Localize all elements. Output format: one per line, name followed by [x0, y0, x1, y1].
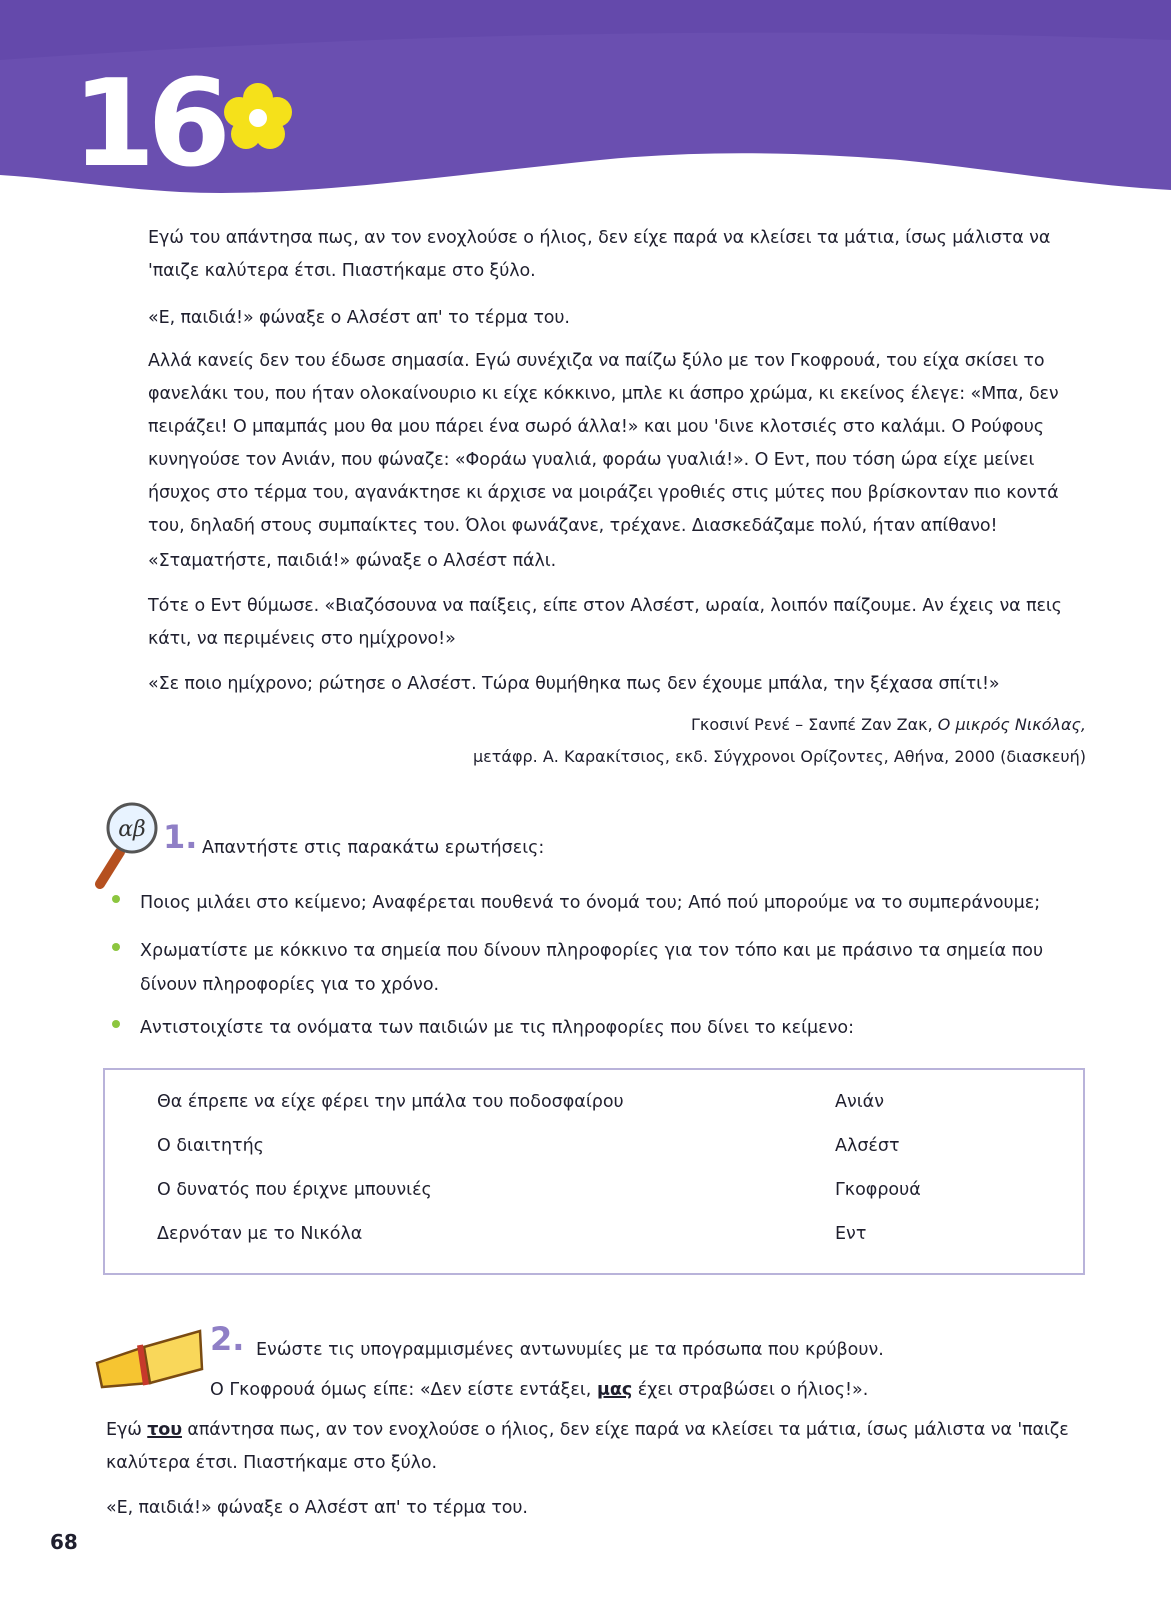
story-paragraph-1: Εγώ του απάντησα πως, αν τον ενοχλούσε ο ήλιος, δεν είχε παρά να κλείσει τα μάτια, ίσως μάλιστα να 'παιζε καλύτερα έτσι. Πιαστήκαμε στο ξύλο.	[148, 228, 1051, 281]
match-left-item[interactable]: Ο δυνατός που έριχνε μπουνιές	[157, 1180, 432, 1200]
exercise-1-number: 1.	[163, 818, 198, 856]
exercise-1-bullet-3: Αντιστοιχίστε τα ονόματα των παιδιών με τις πληροφορίες που δίνει το κείμενο:	[140, 1018, 854, 1038]
exercise-2-line-2: Εγώ του απάντησα πως, αν τον ενοχλούσε ο ήλιος, δεν είχε παρά να κλείσει τα μάτια, ίσως μάλιστα να 'παιζε καλύτερα έτσι. Πιαστήκαμε στο ξύλο.	[106, 1420, 1069, 1473]
exercise-2-line-1: Ο Γκοφρουά όμως είπε: «Δεν είστε εντάξει, μας έχει στραβώσει ο ήλιος!».	[210, 1380, 869, 1400]
magnifier-icon	[90, 800, 160, 890]
citation-line-1: Γκοσινί Ρενέ – Σανπέ Ζαν Ζακ, Ο μικρός Νικόλας,	[691, 715, 1086, 734]
svg-text:αβ: αβ	[118, 817, 146, 842]
exercise-1-bullet-1: Ποιος μιλάει στο κείμενο; Αναφέρεται πουθενά το όνομά του; Από πού μπορούμε να το συμπεράνουμε;	[140, 893, 1041, 913]
book-icon	[92, 1325, 207, 1390]
match-right-item[interactable]: Γκοφρουά	[835, 1180, 921, 1200]
match-left-item[interactable]: Θα έπρεπε να είχε φέρει την μπάλα του ποδοσφαίρου	[157, 1092, 624, 1112]
story-paragraph-4: «Σταματήστε, παιδιά!» φώναξε ο Αλσέστ πάλι.	[148, 551, 557, 571]
chapter-banner	[0, 0, 1171, 200]
match-right-item[interactable]: Εντ	[835, 1224, 867, 1244]
match-right-item[interactable]: Αλσέστ	[835, 1136, 900, 1156]
match-left-item[interactable]: Δερνόταν με το Νικόλα	[157, 1224, 363, 1244]
story-paragraph-3: Αλλά κανείς δεν του έδωσε σημασία. Εγώ συνέχιζα να παίζω ξύλο με τον Γκοφρουά, του είχα σκίσει το φανελάκι του, που ήταν ολοκαίνουριο κι είχε κόκκινο, μπλε κι άσπρο χρώμα, κι εκείνος έλεγε: «Μπα, δεν πειράζει! Ο μπαμπάς μου θα μου πάρει ένα σωρό άλλα!» και μου 'δινε κλοτσιές στο καλάμι. Ο Ρούφους κυνηγούσε τον Ανιάν, που φώναζε: «Φοράω γυαλιά, φοράω γυαλιά!». Ο Εντ, που τόση ώρα είχε μείνει ήσυχος στο τέρμα του, αγανάκτησε κι άρχισε να μοιράζει γροθιές στις μύτες που βρίσκονταν πιο κοντά του, δηλαδή στους συμπαίκτες του. Όλοι φωνάζανε, τρέχανε. Διασκεδάζαμε πολύ, ήταν απίθανο!	[148, 351, 1059, 536]
citation-line-2: μετάφρ. Α. Καρακίτσιος, εκδ. Σύγχρονοι Ορίζοντες, Αθήνα, 2000 (διασκευή)	[472, 747, 1086, 766]
match-right-item[interactable]: Ανιάν	[835, 1092, 884, 1112]
exercise-1-title: Απαντήστε στις παρακάτω ερωτήσεις:	[202, 838, 545, 858]
story-paragraph-5: Τότε ο Εντ θύμωσε. «Βιαζόσουνα να παίξεις, είπε στον Αλσέστ, ωραία, λοιπόν παίζουμε. Αν έχεις να πεις κάτι, να περιμένεις στο ημίχρονο!»	[148, 596, 1062, 649]
matching-box	[103, 1068, 1085, 1275]
bullet-icon	[112, 895, 120, 903]
match-left-item[interactable]: Ο διαιτητής	[157, 1136, 264, 1156]
page-number: 68	[50, 1530, 78, 1554]
chapter-number: 16	[72, 55, 223, 194]
exercise-1-bullet-2: Χρωματίστε με κόκκινο τα σημεία που δίνουν πληροφορίες για τον τόπο και με πράσινο τα σημεία που δίνουν πληροφορίες για το χρόνο.	[140, 941, 1044, 995]
story-paragraph-6: «Σε ποιο ημίχρονο; ρώτησε ο Αλσέστ. Τώρα θυμήθηκα πως δεν έχουμε μπάλα, την ξέχασα σπίτι!»	[148, 674, 1000, 694]
bullet-icon	[112, 943, 120, 951]
story-paragraph-2: «Ε, παιδιά!» φώναξε ο Αλσέστ απ' το τέρμα του.	[148, 308, 570, 328]
bullet-icon	[112, 1020, 120, 1028]
exercise-2-number: 2.	[210, 1320, 245, 1358]
exercise-2-line-3: «Ε, παιδιά!» φώναξε ο Αλσέστ απ' το τέρμα του.	[106, 1498, 528, 1518]
exercise-2-title: Ενώστε τις υπογραμμισμένες αντωνυμίες με τα πρόσωπα που κρύβουν.	[256, 1340, 884, 1360]
